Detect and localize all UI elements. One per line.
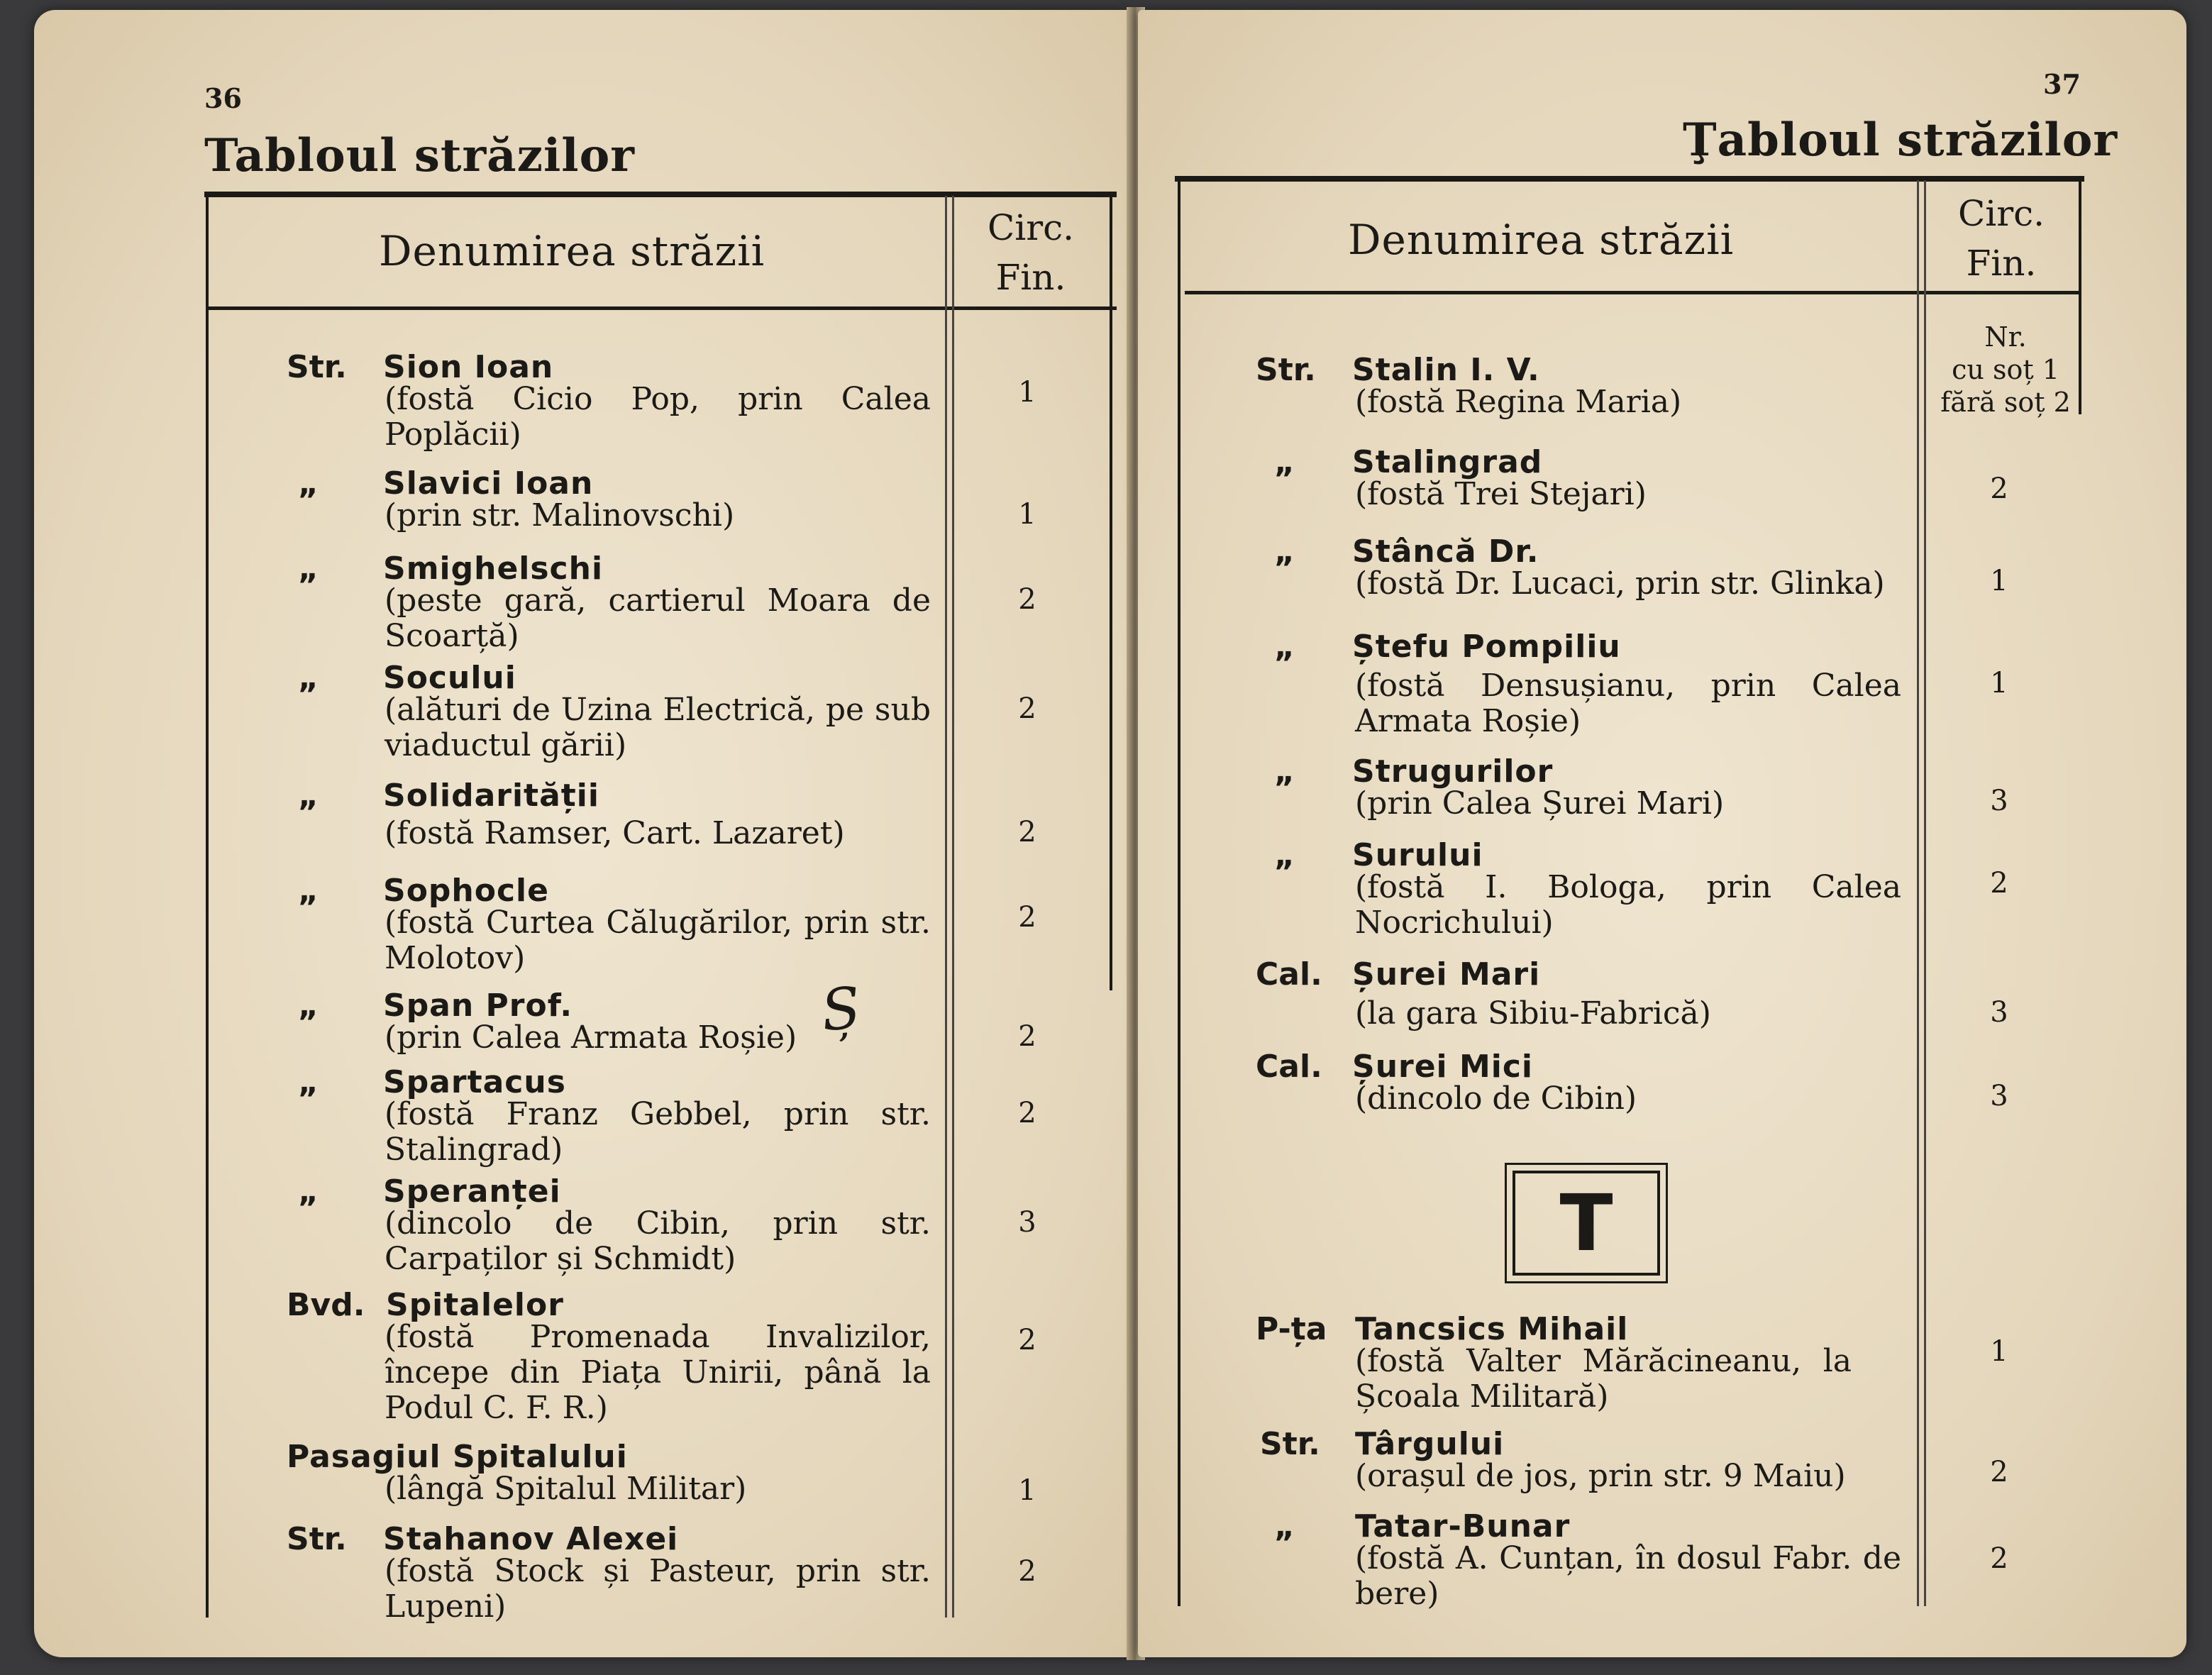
circ-value: 1 [1018, 376, 1036, 409]
column-header-circ [1928, 189, 2074, 288]
handwritten-note: Ș [818, 974, 864, 1044]
table-right-border [1110, 196, 1112, 990]
circ-value: 2 [1018, 1555, 1036, 1588]
left-page [34, 10, 1132, 1657]
street-prefix: „ [298, 988, 319, 1024]
table-top-rule [1175, 176, 2084, 182]
parity-note-line: Nr. [1984, 321, 2027, 353]
street-description: (fostă Valter Mărăcineanu, la Școala Militară) [1355, 1343, 1852, 1415]
street-prefix: „ [298, 778, 319, 814]
circ-value: 2 [1018, 692, 1036, 725]
circ-label: Circ. [987, 207, 1075, 248]
street-description: (fostă Cicio Pop, prin Calea Poplăcii) [385, 381, 931, 453]
circ-label: Circ. [1957, 193, 2045, 234]
street-prefix: „ [298, 660, 319, 696]
circ-value: 1 [1018, 498, 1036, 531]
street-name: Stalin I. V. [1352, 352, 1540, 388]
street-description: (fostă Curtea Călugărilor, prin str. Molotov) [385, 905, 931, 976]
street-description: (fostă Regina Maria) [1355, 384, 1682, 420]
circ-value: 3 [1990, 996, 2008, 1029]
street-description: (fostă Stock și Pasteur, prin str. Lupeni) [385, 1553, 931, 1625]
circ-value: 1 [1990, 565, 2008, 597]
street-name: Stahanov Alexei [383, 1521, 679, 1557]
street-prefix: „ [1274, 837, 1295, 873]
circ-value: 2 [1990, 867, 2008, 900]
street-prefix: Bvd. [287, 1287, 365, 1323]
table-left-border [1178, 180, 1180, 1606]
column-header-name: Denumirea străzii [1348, 216, 1735, 264]
street-description: (fostă Dr. Lucaci, prin str. Glinka) [1355, 565, 1885, 602]
fin-label: Fin. [995, 257, 1066, 298]
column-header-name: Denumirea străzii [379, 227, 765, 275]
street-name: Șurei Mari [1352, 956, 1541, 993]
street-name: Stâncă Dr. [1352, 534, 1539, 570]
circ-value: 1 [1018, 1474, 1036, 1507]
circ-value: 1 [1990, 1335, 2008, 1368]
circ-value: 3 [1990, 785, 2008, 817]
circ-value: 2 [1018, 1097, 1036, 1129]
circ-value: 2 [1018, 816, 1036, 848]
page-number: 37 [2043, 68, 2081, 100]
street-name: Pasagiul Spitalului [287, 1439, 628, 1475]
column-divider [945, 196, 947, 1618]
street-prefix: Cal. [1256, 1049, 1322, 1085]
street-name: Speranței [383, 1173, 561, 1210]
street-description: (alături de Uzina Electrică, pe sub viaductul gării) [385, 692, 931, 763]
circ-value: 1 [1990, 667, 2008, 700]
street-prefix: „ [298, 1064, 319, 1100]
street-description: (la gara Sibiu-Fabrică) [1355, 995, 1711, 1032]
right-page [1138, 10, 2186, 1657]
street-name: Sion Ioan [383, 349, 554, 385]
street-name: Tatar-Bunar [1355, 1508, 1571, 1544]
circ-value: 2 [1018, 901, 1036, 934]
street-name: Spitalelor [386, 1287, 564, 1323]
street-name: Șurei Mici [1352, 1049, 1533, 1085]
table-left-border [206, 196, 209, 1618]
street-description: (fostă I. Bologa, prin Calea Nocrichului) [1355, 869, 1901, 941]
parity-note-line: cu soț 1 [1952, 354, 2059, 385]
street-name: Târgului [1355, 1426, 1505, 1462]
street-prefix: Str. [1260, 1426, 1320, 1462]
column-header-circ [956, 203, 1105, 302]
street-name: Ștefu Pompiliu [1352, 629, 1621, 665]
street-description: (dincolo de Cibin, prin str. Carpaților și Schmidt) [385, 1205, 931, 1277]
street-prefix: „ [1274, 629, 1295, 665]
table-top-rule [204, 192, 1117, 197]
street-description: (prin Calea Armata Roșie) [385, 1019, 797, 1056]
street-description: (fostă Promenada Invalizilor, începe din Piața Unirii, până la Podul C. F. R.) [385, 1319, 931, 1426]
street-prefix: „ [298, 551, 319, 587]
street-prefix: „ [298, 1173, 319, 1210]
page-title: Ţabloul străzilor [1683, 114, 2118, 167]
street-name: Stalingrad [1352, 444, 1543, 480]
street-name: Slavici Ioan [383, 465, 594, 502]
street-name: Sophocle [383, 873, 549, 909]
street-description: (dincolo de Cibin) [1355, 1080, 1637, 1117]
street-name: Strugurilor [1352, 753, 1554, 790]
street-description: (fostă Densușianu, prin Calea Armata Roșie) [1355, 668, 1901, 739]
street-description: (prin Calea Șurei Mari) [1355, 785, 1725, 822]
table-header-rule [1185, 291, 2080, 294]
street-prefix: „ [1274, 444, 1295, 480]
street-prefix: Str. [287, 349, 347, 385]
parity-note-line: fără soț 2 [1940, 387, 2071, 418]
column-divider [1924, 180, 1926, 1606]
street-name: Tancsics Mihail [1355, 1311, 1629, 1347]
street-prefix: Str. [1256, 352, 1316, 388]
street-name: Surului [1352, 837, 1483, 873]
circ-value: 2 [1990, 472, 2008, 505]
street-name: Spartacus [383, 1064, 566, 1100]
circ-value: 2 [1990, 1542, 2008, 1575]
street-name: Socului [383, 660, 516, 696]
street-description: (orașul de jos, prin str. 9 Maiu) [1355, 1458, 1846, 1494]
street-description: (fostă A. Cunțan, în dosul Fabr. de bere) [1355, 1540, 1901, 1612]
section-letter: T [1513, 1171, 1660, 1276]
street-prefix: „ [1274, 753, 1295, 790]
street-description: (fostă Franz Gebbel, prin str. Stalingrad) [385, 1096, 931, 1168]
street-description: (lângă Spitalul Militar) [385, 1471, 747, 1507]
street-prefix: P-ța [1256, 1311, 1327, 1347]
street-prefix: Cal. [1256, 956, 1322, 993]
circ-value: 2 [1018, 1020, 1036, 1053]
street-prefix: „ [298, 465, 319, 502]
street-name: Smighelschi [383, 551, 604, 587]
circ-value: 2 [1990, 1456, 2008, 1488]
column-divider [952, 196, 954, 1618]
street-description: (peste gară, cartierul Moara de Scoarță) [385, 582, 931, 654]
street-prefix: „ [298, 873, 319, 909]
circ-value: 2 [1018, 1324, 1036, 1356]
street-name: Solidarității [383, 778, 599, 814]
street-prefix: Str. [287, 1521, 347, 1557]
page-title: Tabloul străzilor [204, 129, 635, 182]
circ-value: 3 [1990, 1080, 2008, 1112]
street-description: (fostă Ramser, Cart. Lazaret) [385, 815, 845, 851]
circ-value: 3 [1018, 1206, 1036, 1239]
column-divider [1917, 180, 1919, 1606]
street-description: (fostă Trei Stejari) [1355, 476, 1647, 512]
street-prefix: „ [1274, 1508, 1295, 1544]
page-number: 36 [204, 82, 242, 114]
street-name: Span Prof. [383, 988, 573, 1024]
parity-note [1931, 321, 2080, 419]
street-prefix: „ [1274, 534, 1295, 570]
circ-value: 2 [1018, 583, 1036, 616]
fin-label: Fin. [1966, 243, 2037, 284]
table-header-rule [209, 306, 1117, 310]
street-description: (prin str. Malinovschi) [385, 497, 735, 534]
